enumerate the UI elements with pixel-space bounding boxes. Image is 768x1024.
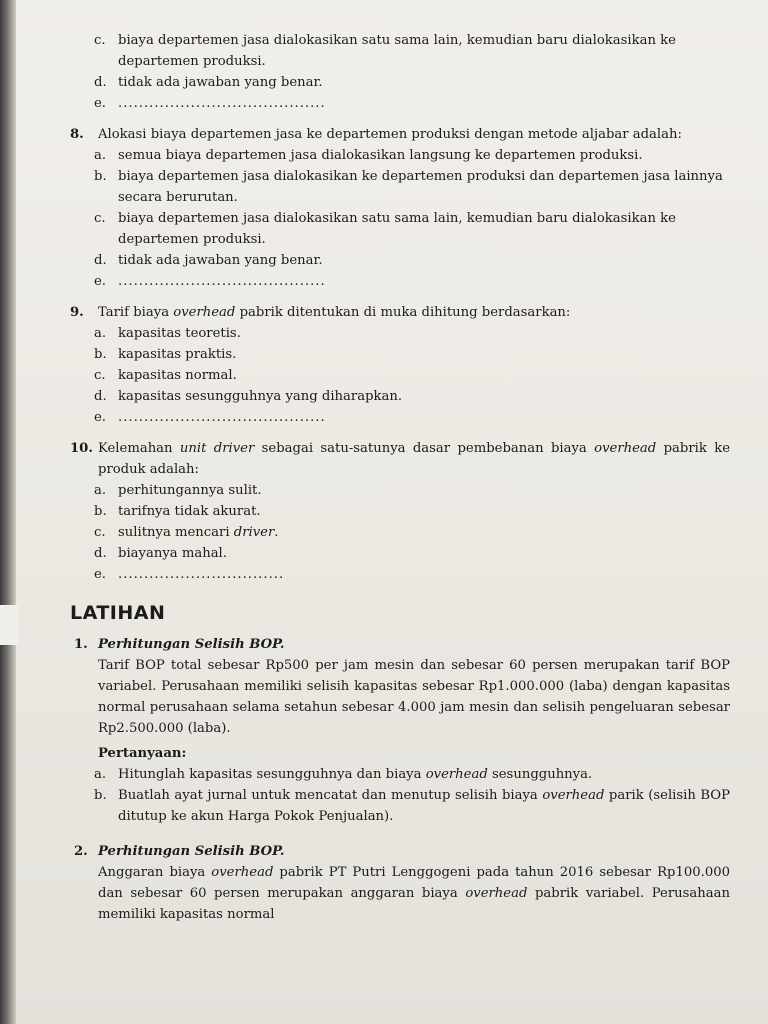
q8-option-e [70, 271, 730, 292]
q8-number: 8. [70, 127, 84, 142]
q9-stem-post: pabrik ditentukan di muka dihitung berdasarkan: [235, 305, 571, 320]
q10-stem-em2: overhead [594, 441, 657, 456]
ex1-question-b-letter: b. [94, 788, 107, 803]
q7-option-d [70, 72, 730, 93]
ex1-title: Perhitungan Selisih BOP. [98, 637, 285, 652]
ex1-question-a-letter: a. [94, 767, 107, 782]
q10-option-c-em: driver [233, 525, 275, 540]
q8-option-a-letter: a. [94, 148, 107, 163]
q10-option-c-letter: c. [94, 525, 106, 540]
ex1-question-a-pre: Hitunglah kapasitas sesungguhnya dan biaya [118, 767, 426, 782]
q8-option-b-letter: b. [94, 169, 107, 184]
ex1-question-b-post: parik (selisih BOP ditutup ke akun Harga Pokok Penjualan). [118, 788, 730, 824]
q7-option-e-blank: ........................................ [118, 96, 326, 111]
question-9 [70, 302, 730, 428]
q7-option-d-letter: d. [94, 75, 107, 90]
q7-option-d-text: tidak ada jawaban yang benar. [118, 75, 323, 90]
latihan-heading: LATIHAN [70, 602, 166, 624]
ex1-question-b-em: overhead [542, 788, 605, 803]
q9-stem-em: overhead [173, 305, 236, 320]
q10-option-c-post: . [274, 525, 279, 540]
exercise-1 [70, 634, 730, 827]
q10-option-c [70, 522, 730, 543]
q8-option-e-letter: e. [94, 274, 106, 289]
q9-option-d-text: kapasitas sesungguhnya yang diharapkan. [118, 389, 403, 404]
q8-option-c [70, 208, 730, 250]
q10-option-b-text: tarifnya tidak akurat. [118, 504, 261, 519]
q10-option-b-letter: b. [94, 504, 107, 519]
q10-stem-em1: unit driver [179, 441, 255, 456]
q9-option-a-text: kapasitas teoretis. [118, 326, 241, 341]
q10-option-d-text: biayanya mahal. [118, 546, 227, 561]
spine-gap [0, 605, 18, 645]
q8-stem-text: Alokasi biaya departemen jasa ke departemen produksi dengan metode aljabar adalah: [98, 127, 682, 142]
ex2-title: Perhitungan Selisih BOP. [98, 844, 285, 859]
q7-option-c [70, 30, 730, 72]
q10-option-a-text: perhitungannya sulit. [118, 483, 262, 498]
q9-option-e [70, 407, 730, 428]
q10-option-b [70, 501, 730, 522]
q9-stem [70, 302, 730, 323]
q8-option-e-blank: ........................................ [118, 274, 326, 289]
q10-option-e-letter: e. [94, 567, 106, 582]
q10-option-a-letter: a. [94, 483, 107, 498]
q10-option-a [70, 480, 730, 501]
q9-option-b-letter: b. [94, 347, 107, 362]
q9-option-b [70, 344, 730, 365]
ex1-body: Tarif BOP total sebesar Rp500 per jam mesin dan sebesar 60 persen merupakan tarif BOP variabel. Perusahaan memiliki selisih kapasitas sebesar Rp1.000.000 (laba) dengan kapasitas normal perusahaan selama setahun sebesar 4.000 jam mesin dan selisih pengeluaran sebesar Rp2.500.000 (laba). [98, 658, 730, 736]
q9-option-e-letter: e. [94, 410, 106, 425]
ex2-body-3: pabrik variabel. Perusahaan memiliki kapasitas normal [98, 886, 730, 922]
q9-option-c-text: kapasitas normal. [118, 368, 237, 383]
question-7-options [70, 30, 730, 114]
q7-option-e [70, 93, 730, 114]
q10-option-e-blank: ................................ [118, 567, 285, 582]
q7-option-c-text: biaya departemen jasa dialokasikan satu sama lain, kemudian baru dialokasikan ke departemen produksi. [118, 33, 676, 69]
q10-option-d [70, 543, 730, 564]
q8-option-b [70, 166, 730, 208]
q8-option-d-letter: d. [94, 253, 107, 268]
q10-stem-1: Kelemahan [98, 441, 180, 456]
q10-option-c-pre: sulitnya mencari [118, 525, 234, 540]
ex2-body [70, 862, 730, 925]
ex1-pertanyaan-label: Pertanyaan: [98, 746, 187, 761]
q8-option-a [70, 145, 730, 166]
q9-option-c [70, 365, 730, 386]
q9-option-a [70, 323, 730, 344]
q10-stem-3: pabrik ke produk adalah: [98, 441, 731, 477]
q9-option-e-blank: ........................................ [118, 410, 326, 425]
ex1-title-row [70, 634, 730, 655]
q8-option-d-text: tidak ada jawaban yang benar. [118, 253, 323, 268]
ex1-question-b [70, 785, 730, 827]
q10-number: 10. [70, 441, 93, 456]
q7-option-e-letter: e. [94, 96, 106, 111]
ex2-body-2: pabrik PT Putri Lenggogeni pada tahun 2016 sebesar Rp100.000 dan sebesar 60 persen merupakan anggaran biaya [98, 865, 730, 901]
q10-option-e [70, 564, 730, 585]
q9-stem-pre: Tarif biaya [98, 305, 174, 320]
q10-option-d-letter: d. [94, 546, 107, 561]
q9-option-d-letter: d. [94, 389, 107, 404]
ex2-body-em2: overhead [465, 886, 528, 901]
ex2-body-1: Anggaran biaya [98, 865, 212, 880]
q9-option-b-text: kapasitas praktis. [118, 347, 237, 362]
q10-stem-2: sebagai satu-satunya dasar pembebanan biaya [254, 441, 595, 456]
ex2-body-em1: overhead [211, 865, 274, 880]
q9-number: 9. [70, 305, 84, 320]
q8-stem [70, 124, 730, 145]
q8-option-c-text: biaya departemen jasa dialokasikan satu sama lain, kemudian baru dialokasikan ke departemen produksi. [118, 211, 676, 247]
q10-stem [70, 438, 730, 480]
ex1-question-a-post: sesungguhnya. [487, 767, 593, 782]
q8-option-d [70, 250, 730, 271]
ex1-question-a [70, 764, 730, 785]
book-spine-shadow [0, 0, 16, 1024]
q8-option-a-text: semua biaya departemen jasa dialokasikan langsung ke departemen produksi. [118, 148, 643, 163]
exercise-2 [70, 841, 730, 925]
q9-option-c-letter: c. [94, 368, 106, 383]
q9-option-a-letter: a. [94, 326, 107, 341]
ex2-number: 2. [74, 844, 88, 859]
ex1-question-a-em: overhead [425, 767, 488, 782]
ex1-question-b-pre: Buatlah ayat jurnal untuk mencatat dan menutup selisih biaya [118, 788, 543, 803]
ex2-title-row [70, 841, 730, 862]
question-10 [70, 438, 730, 585]
q9-option-d [70, 386, 730, 407]
q8-option-b-text: biaya departemen jasa dialokasikan ke departemen produksi dan departemen jasa lainnya secara berurutan. [118, 169, 723, 205]
question-8 [70, 124, 730, 292]
q8-option-c-letter: c. [94, 211, 106, 226]
page-content [70, 30, 730, 925]
ex1-number: 1. [74, 637, 88, 652]
q7-option-c-letter: c. [94, 33, 106, 48]
